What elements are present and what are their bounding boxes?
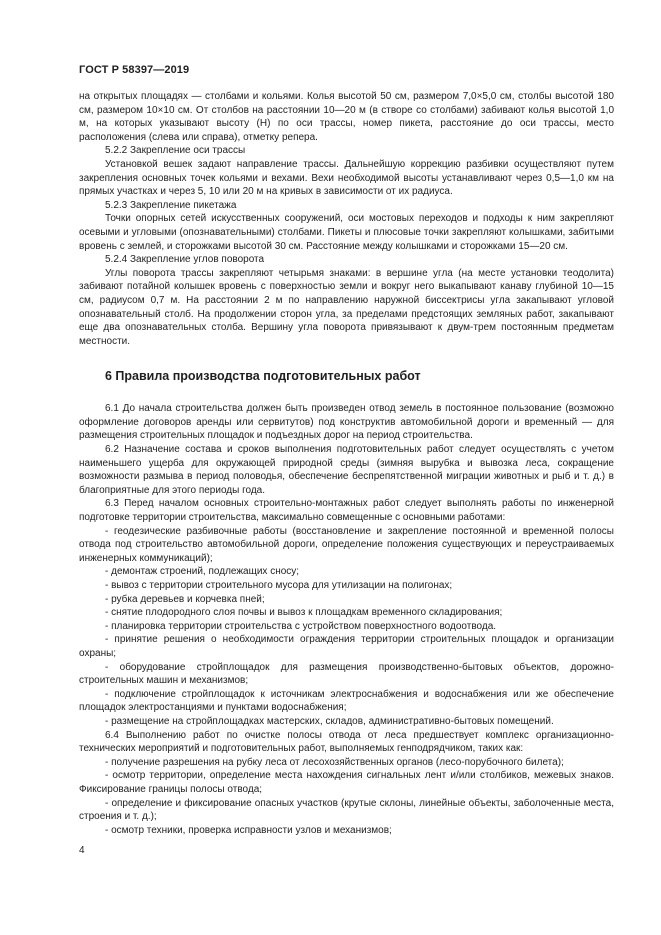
- subsection-heading: 5.2.2 Закрепление оси трассы: [105, 145, 246, 157]
- list-item: - оборудование стройплощадок для размещения производственно-бытовых объектов, дорожно-строительных машин и механизмов;: [79, 661, 614, 687]
- page-number: 4: [79, 845, 85, 856]
- list-item: - снятие плодородного слоя почвы и вывоз к площадкам временного складирования;: [105, 607, 503, 619]
- page-header: ГОСТ Р 58397—2019: [79, 64, 190, 76]
- paragraph: на открытых площадях — столбами и кольями. Колья высотой 50 см, размером 7,0×5,0 см, столбы высотой 180 см, размером 10×10 см. От столбов на расстоянии 10—20 м (в створе со столбами) забивают колья высотой 1,0 м, на которых указывают высоту (Н) по оси трассы, номер пикета, расстояние до оси трассы, место расположения (слева или справа), отметку репера.: [79, 91, 614, 143]
- list-item: - планировка территории строительства с устройством поверхностного водоотвода.: [105, 620, 497, 632]
- list-item: - получение разрешения на рубку леса от лесохозяйственных органов (лесо-порубочного билета);: [105, 756, 564, 768]
- paragraph: 6.2 Назначение состава и сроков выполнения подготовительных работ следует осуществлять с учетом наименьшего ущерба для окружающей природной среды (зимняя вырубка и вывозка леса, сокращение возможности размыва в период половодья, обеспечение беспрепятственной миграции животных и рыб и т. д.) в благоприятные для этого периоды года.: [79, 444, 614, 496]
- paragraph: Углы поворота трассы закрепляют четырьмя знаками: в вершине угла (на месте установки теодолита) забивают потайной колышек вровень с поверхностью земли и вокруг него выкапывают канаву глубиной 10—15 см, радиусом 0,7 м. На расстоянии 2 м по направлению наружной биссектрисы угла закапывают угловой опознавательный столб. На продолжении сторон угла, за пределами предстоящих земляных работ, закапывают еще два опознавательных столба. Вершину угла поворота привязывают к двум-трем постоянным предметам местности.: [79, 267, 614, 347]
- paragraph: Точки опорных сетей искусственных сооружений, оси мостовых переходов и подходы к ним закрепляют осевыми и угловыми (опознавательными) столбами. Пикеты и плюсовые точки закрепляют колышками, забитыми вровень с землей, и сторожками высотой 30 см. Расстояние между колышками и сторожками 15—20 см.: [79, 213, 614, 252]
- list-item: - размещение на стройплощадках мастерских, складов, административно-бытовых помещений.: [105, 715, 554, 727]
- list-item: - вывоз с территории строительного мусора для утилизации на полигонах;: [105, 580, 453, 591]
- paragraph: 6.1 До начала строительства должен быть произведен отвод земель в постоянное пользование (возможно оформление договоров аренды или сервитутов) под конструктив автомобильной дороги и временный — для размещения строительных площадок и подъездных дорог на период строительства.: [79, 403, 614, 442]
- subsection-heading: 5.2.4 Закрепление углов поворота: [105, 254, 265, 266]
- section-title: 6 Правила производства подготовительных работ: [105, 369, 421, 384]
- list-item: - осмотр техники, проверка исправности узлов и механизмов;: [105, 824, 392, 836]
- list-item: - рубка деревьев и корчевка пней;: [105, 593, 265, 605]
- list-item: - подключение стройплощадок к источникам электроснабжения и водоснабжения или же обеспечение площадок электростанциями и пунктами водоснабжения;: [79, 688, 614, 714]
- document-body: [79, 90, 614, 837]
- paragraph: Установкой вешек задают направление трассы. Дальнейшую коррекцию разбивки осуществляют путем закрепления основных точек кольями и вехами. Вехи необходимой высоты устанавливают через 0,5—1,0 км на прямых участках и через 5, 10 или 20 м на кривых в зависимости от их радиуса.: [79, 158, 614, 198]
- paragraph: 6.3 Перед началом основных строительно-монтажных работ следует выполнять работы по инженерной подготовке территории строительства, максимально совмещенные с основными работами:: [79, 498, 614, 524]
- subsection-heading: 5.2.3 Закрепление пикетажа: [105, 199, 237, 211]
- list-item: - демонтаж строений, подлежащих сносу;: [105, 566, 300, 578]
- list-item: - определение и фиксирование опасных участков (крутые склоны, линейные объекты, заболоченные места, строения и т. д.);: [79, 797, 614, 823]
- list-item: - принятие решения о необходимости ограждения территории строительных площадок и организации охраны;: [79, 634, 614, 659]
- paragraph: 6.4 Выполнению работ по очистке полосы отвода от леса предшествует комплекс организационно-технических мероприятий и подготовительных работ, выполняемых генподрядчиком, таких как:: [79, 729, 614, 755]
- list-item: - осмотр территории, определение места нахождения сигнальных лент и/или столбиков, межевых знаков. Фиксирование границы полосы отвода;: [79, 770, 614, 795]
- list-item: - геодезические разбивочные работы (восстановление и закрепление постоянной и временной полосы отвода под строительство автомобильной дороги, определение положения существующих и переустраиваемых инженерных коммуникаций);: [79, 525, 614, 564]
